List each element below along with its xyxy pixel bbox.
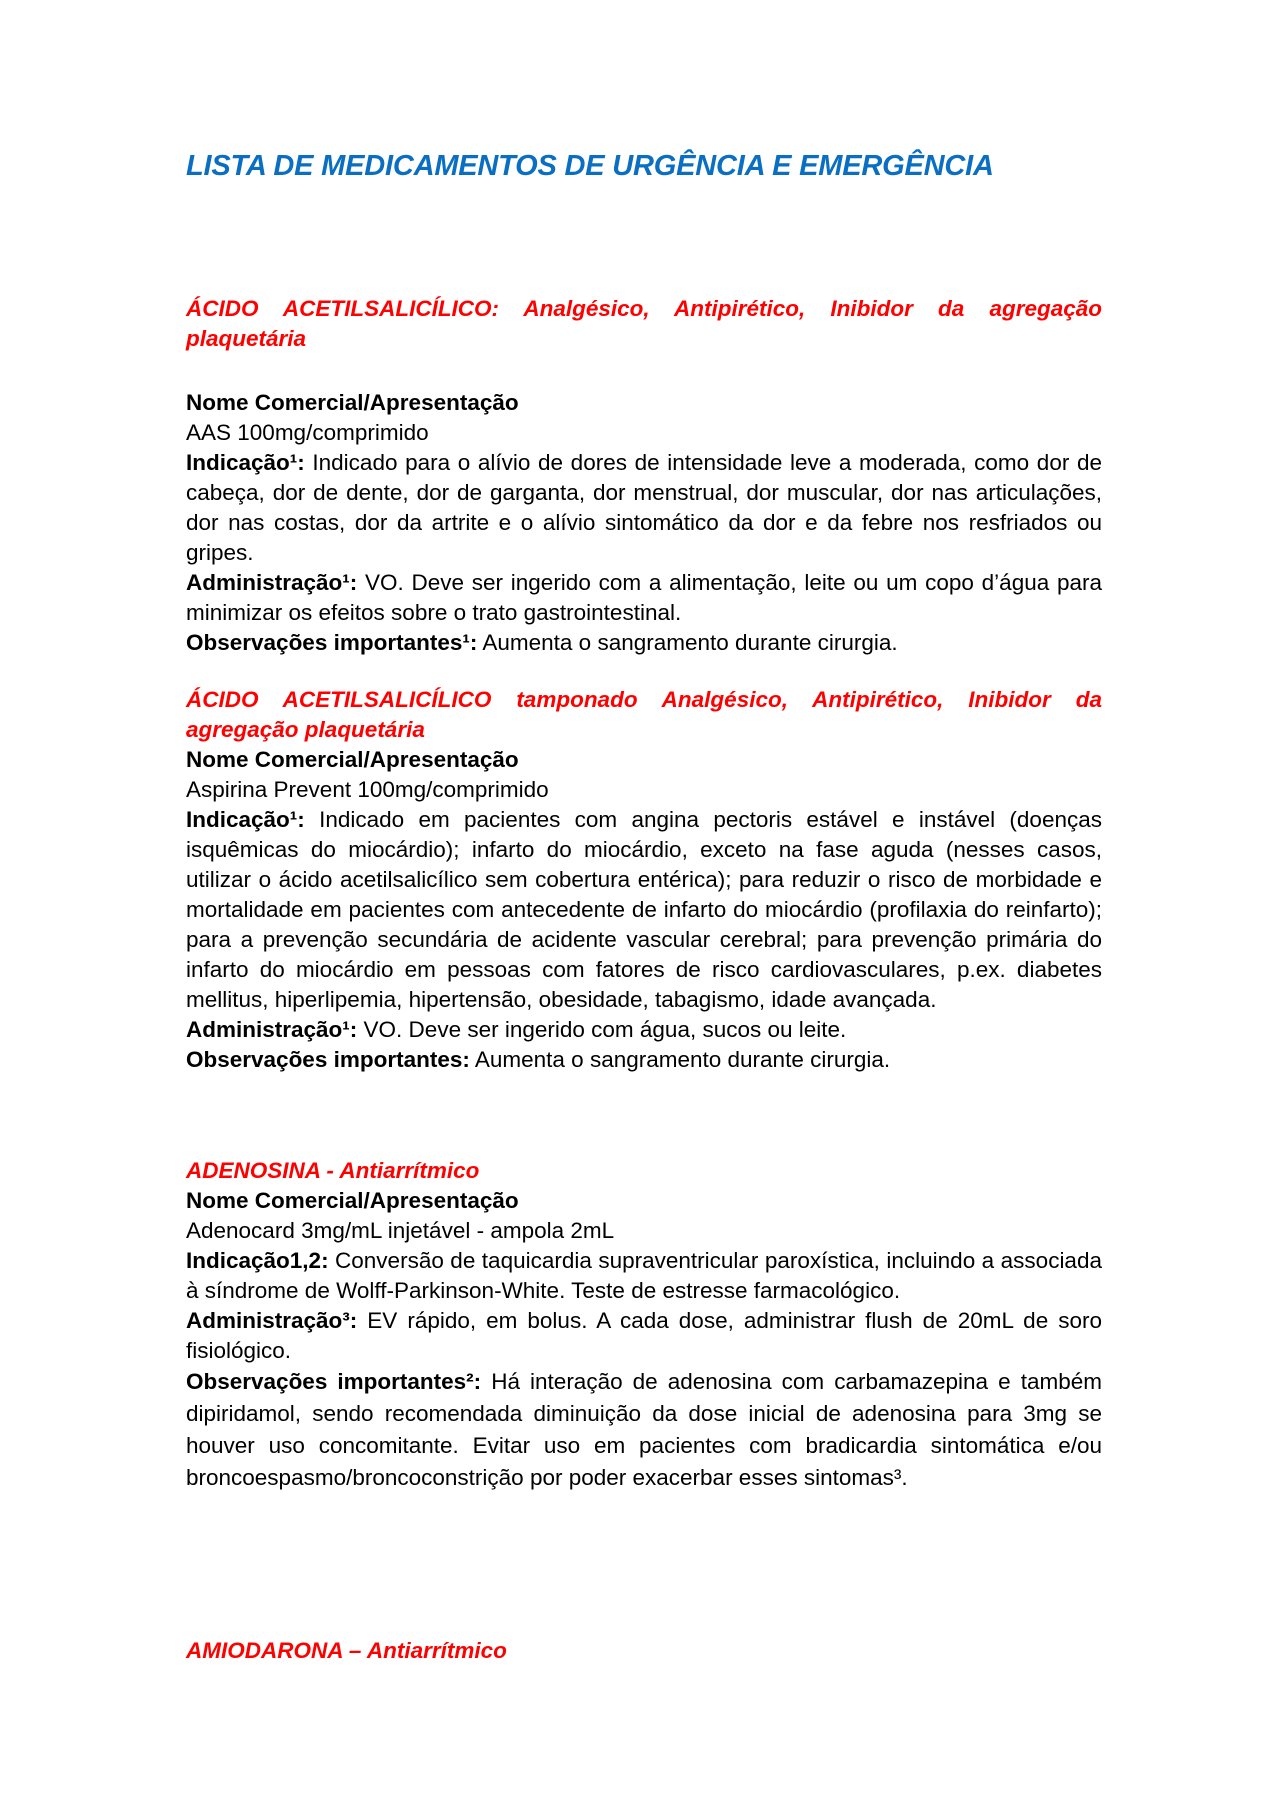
administration-label: Administração³: (186, 1308, 358, 1333)
indication-paragraph (186, 805, 1102, 1015)
observations-text: Há interação de adenosina com carbamazepina e também dipiridamol, sendo recomendada diminuição da dose inicial de adenosina para 3mg se houver uso concomitante. Evitar uso em pacientes com bradicardia sintomática e/ou broncoespasmo/broncoconstrição por poder exacerbar esses sintomas³. (186, 1369, 1102, 1490)
observations-paragraph (186, 628, 1102, 658)
indication-label: Indicação¹: (186, 807, 305, 832)
document-title: LISTA DE MEDICAMENTOS DE URGÊNCIA E EMERGÊNCIA (186, 150, 994, 182)
indication-text: Conversão de taquicardia supraventricular paroxística, incluindo a associada à síndrome de Wolff-Parkinson-White. Teste de estresse farmacológico. (186, 1248, 1102, 1303)
drug-heading: ÁCIDO ACETILSALICÍLICO: Analgésico, Antipirético, Inibidor da agregação plaquetária (186, 296, 1102, 351)
indication-label: Indicação¹: (186, 450, 305, 475)
observations-paragraph (186, 1366, 1102, 1494)
trade-name-label: Nome Comercial/Apresentação (186, 390, 519, 415)
administration-paragraph (186, 568, 1102, 628)
indication-text: Indicado em pacientes com angina pectoris estável e instável (doenças isquêmicas do miocárdio); infarto do miocárdio, exceto na fase aguda (nesses casos, utilizar o ácido acetilsalicílico sem cobertura entérica); para reduzir o risco de morbidade e mortalidade em pacientes com antecedente de infarto do miocárdio (profilaxia do reinfarto); para a prevenção secundária de acidente vascular cerebral; para prevenção primária do infarto do miocárdio em pessoas com fatores de risco cardiovasculares, p.ex. diabetes mellitus, hiperlipemia, hipertensão, obesidade, tabagismo, idade avançada. (186, 807, 1102, 1012)
drug-heading: ADENOSINA - Antiarrítmico (186, 1158, 480, 1183)
indication-text: Indicado para o alívio de dores de intensidade leve a moderada, como dor de cabeça, dor de dente, dor de garganta, dor menstrual, dor muscular, dor nas articulações, dor nas costas, dor da artrite e o alívio sintomático da dor e da febre nos resfriados ou gripes. (186, 450, 1102, 565)
indication-label: Indicação1,2: (186, 1248, 329, 1273)
administration-text: EV rápido, em bolus. A cada dose, administrar flush de 20mL de soro fisiológico. (186, 1308, 1102, 1363)
observations-label: Observações importantes: (186, 1047, 470, 1072)
indication-paragraph (186, 448, 1102, 568)
observations-label: Observações importantes²: (186, 1369, 482, 1394)
administration-label: Administração¹: (186, 570, 358, 595)
drug-section-acido-acetilsalicilico-tamponado (186, 685, 1102, 1075)
administration-label: Administração¹: (186, 1017, 358, 1042)
administration-paragraph (186, 1015, 1102, 1045)
drug-section-acido-acetilsalicilico (186, 294, 1102, 658)
presentation-text: Aspirina Prevent 100mg/comprimido (186, 777, 549, 802)
observations-paragraph (186, 1045, 1102, 1075)
administration-text: VO. Deve ser ingerido com a alimentação, leite ou um copo d’água para minimizar os efeitos sobre o trato gastrointestinal. (186, 570, 1102, 625)
observations-label: Observações importantes¹: (186, 630, 478, 655)
observations-text: Aumenta o sangramento durante cirurgia. (474, 1047, 891, 1072)
drug-section-amiodarona (186, 1636, 1102, 1666)
presentation-text: AAS 100mg/comprimido (186, 420, 429, 445)
trade-name-label: Nome Comercial/Apresentação (186, 747, 519, 772)
indication-paragraph (186, 1246, 1102, 1306)
drug-heading: AMIODARONA – Antiarrítmico (186, 1638, 507, 1663)
drug-section-adenosina (186, 1156, 1102, 1494)
administration-paragraph (186, 1306, 1102, 1366)
administration-text: VO. Deve ser ingerido com água, sucos ou leite. (363, 1017, 847, 1042)
drug-heading: ÁCIDO ACETILSALICÍLICO tamponado Analgésico, Antipirético, Inibidor da agregação plaquetária (186, 687, 1102, 742)
presentation-text: Adenocard 3mg/mL injetável - ampola 2mL (186, 1218, 615, 1243)
observations-text: Aumenta o sangramento durante cirurgia. (482, 630, 898, 655)
trade-name-label: Nome Comercial/Apresentação (186, 1188, 519, 1213)
